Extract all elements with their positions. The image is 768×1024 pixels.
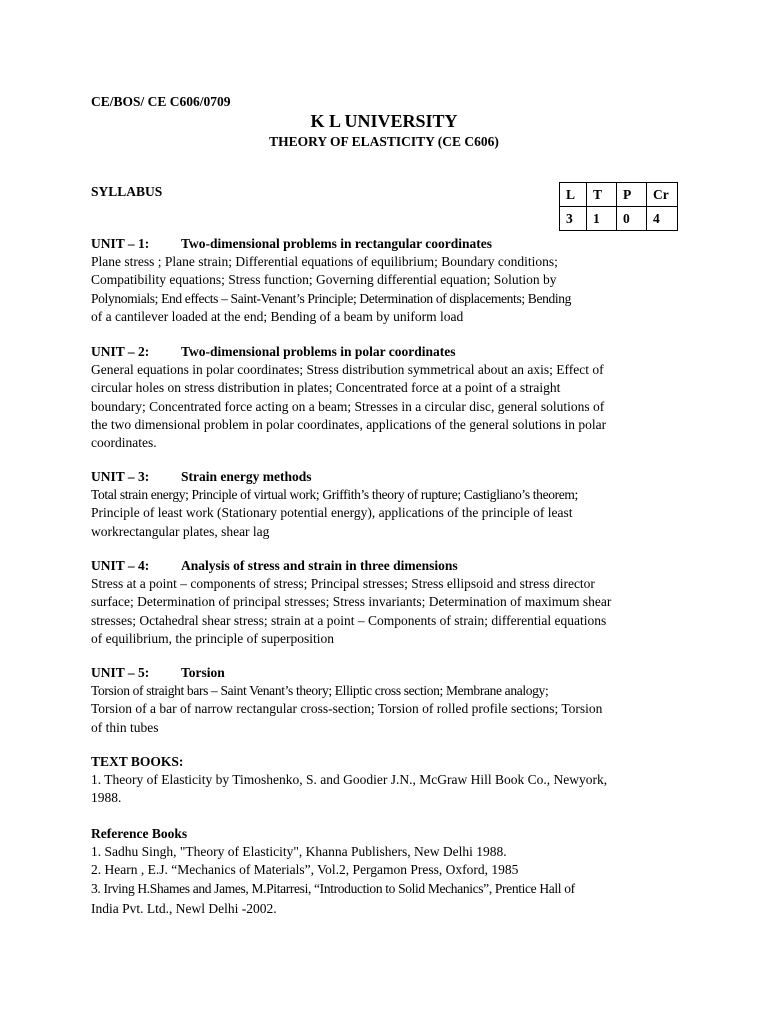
unit-2-line-2: circular holes on stress distribution in plates; Concentrated force at a point of a straight bbox=[91, 380, 561, 396]
reference-line-2: 2. Hearn , E.J. “Mechanics of Materials”, Vol.2, Pergamon Press, Oxford, 1985 bbox=[91, 862, 519, 878]
unit-4-line-1: Stress at a point – components of stress; Principal stresses; Stress ellipsoid and stress director bbox=[91, 576, 595, 592]
unit-2-line-3: boundary; Concentrated force acting on a beam; Stresses in a circular disc, general solutions of bbox=[91, 398, 605, 414]
unit-5-title: Torsion bbox=[181, 665, 225, 680]
reference-line-1: 1. Sadhu Singh, "Theory of Elasticity", Khanna Publishers, New Delhi 1988. bbox=[91, 844, 507, 860]
university-title: K L UNIVERSITY bbox=[310, 111, 458, 131]
unit-3-number: UNIT – 3: bbox=[91, 469, 150, 484]
reference-line-4: India Pvt. Ltd., Newl Delhi -2002. bbox=[91, 900, 277, 916]
unit-3-line-1: Total strain energy; Principle of virtual work; Griffith’s theory of rupture; Castigliano’s theorem; bbox=[91, 487, 578, 503]
unit-1-line-4: of a cantilever loaded at the end; Bending of a beam by uniform load bbox=[91, 308, 464, 324]
unit-4-number: UNIT – 4: bbox=[91, 558, 150, 573]
unit-2-line-4: the two dimensional problem in polar coordinates, applications of the general solutions in polar bbox=[91, 416, 607, 432]
unit-2-number: UNIT – 2: bbox=[91, 344, 150, 359]
unit-1-section bbox=[91, 235, 691, 326]
unit-4-line-2: surface; Determination of principal stresses; Stress invariants; Determination of maximum shear bbox=[91, 594, 612, 610]
credit-value-cr: 4 bbox=[647, 207, 678, 231]
unit-1-heading bbox=[91, 235, 691, 253]
text-books-section bbox=[91, 753, 691, 808]
unit-4-line-4: of equilibrium, the principle of superposition bbox=[91, 630, 334, 646]
unit-2-line-5: coordinates. bbox=[91, 435, 157, 450]
credit-header-l: L bbox=[560, 183, 587, 207]
unit-5-line-2: Torsion of a bar of narrow rectangular cross-section; Torsion of rolled profile sections; Torsion bbox=[91, 701, 603, 717]
reference-books-heading: Reference Books bbox=[91, 826, 188, 841]
unit-3-line-3: workrectangular plates, shear lag bbox=[91, 523, 270, 539]
unit-2-line-1: General equations in polar coordinates; Stress distribution symmetrical about an axis; Effect of bbox=[91, 362, 604, 378]
unit-1-line-1: Plane stress ; Plane strain; Differential equations of equilibrium; Boundary conditions; bbox=[91, 254, 558, 270]
unit-5-number: UNIT – 5: bbox=[91, 665, 150, 680]
unit-1-title: Two-dimensional problems in rectangular coordinates bbox=[181, 236, 493, 251]
credit-header-p: P bbox=[617, 183, 647, 207]
credit-value-p: 0 bbox=[617, 207, 647, 231]
unit-5-section bbox=[91, 664, 691, 737]
unit-3-line-2: Principle of least work (Stationary potential energy), applications of the principle of least bbox=[91, 505, 573, 521]
unit-3-title: Strain energy methods bbox=[181, 469, 312, 484]
text-book-line-1: 1. Theory of Elasticity by Timoshenko, S. and Goodier J.N., McGraw Hill Book Co., Newyork, bbox=[91, 772, 608, 788]
unit-2-section bbox=[91, 343, 691, 452]
unit-5-line-3: of thin tubes bbox=[91, 719, 159, 735]
credit-table bbox=[559, 182, 678, 231]
unit-4-heading bbox=[91, 557, 691, 575]
credit-table-header-row bbox=[560, 183, 678, 207]
unit-1-number: UNIT – 1: bbox=[91, 236, 150, 251]
unit-4-title: Analysis of stress and strain in three dimensions bbox=[181, 558, 458, 573]
unit-3-section bbox=[91, 468, 691, 541]
credit-header-cr: Cr bbox=[647, 183, 678, 207]
text-books-heading: TEXT BOOKS: bbox=[91, 754, 184, 769]
unit-2-title: Two-dimensional problems in polar coordinates bbox=[181, 344, 456, 359]
unit-5-line-1: Torsion of straight bars – Saint Venant’s theory; Elliptic cross section; Membrane analogy; bbox=[91, 683, 549, 699]
credit-header-t: T bbox=[587, 183, 617, 207]
unit-3-heading bbox=[91, 468, 691, 486]
text-book-line-2: 1988. bbox=[91, 790, 122, 806]
unit-4-section bbox=[91, 557, 691, 648]
unit-5-heading bbox=[91, 664, 691, 682]
syllabus-label: SYLLABUS bbox=[91, 184, 163, 199]
unit-1-line-3: Polynomials; End effects – Saint-Venant’s Principle; Determination of displacements; Bending bbox=[91, 290, 572, 306]
course-title: THEORY OF ELASTICITY (CE C606) bbox=[269, 134, 499, 149]
credit-value-t: 1 bbox=[587, 207, 617, 231]
unit-1-line-2: Compatibility equations; Stress function; Governing differential equation; Solution by bbox=[91, 272, 557, 288]
reference-books-section bbox=[91, 825, 691, 918]
credit-table-value-row bbox=[560, 207, 678, 231]
reference-line-3: 3. Irving H.Shames and James, M.Pitarresi, “Introduction to Solid Mechanics”, Prentice Hall of bbox=[91, 880, 575, 896]
unit-2-heading bbox=[91, 343, 691, 361]
credit-value-l: 3 bbox=[560, 207, 587, 231]
document-code: CE/BOS/ CE C606/0709 bbox=[91, 94, 231, 109]
unit-4-line-3: stresses; Octahedral shear stress; strain at a point – Components of strain; differential equations bbox=[91, 612, 607, 628]
